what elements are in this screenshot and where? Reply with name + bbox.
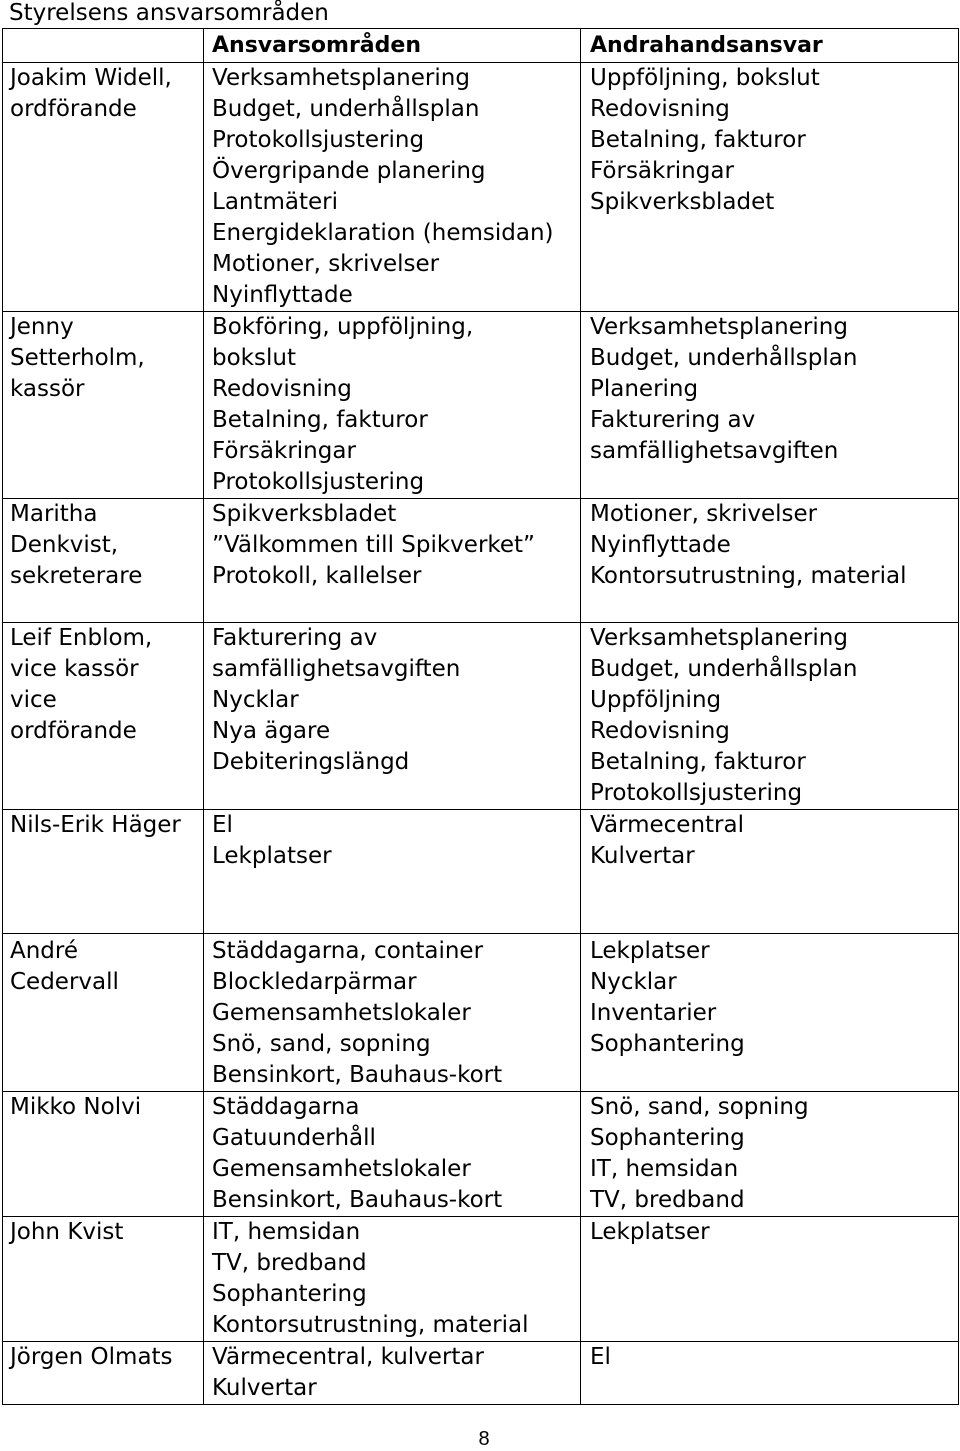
secondary-responsibility-item: Motioner, skrivelser (590, 501, 818, 527)
member-name-line: vice kassör (10, 656, 139, 682)
member-name-line: Nils-Erik Häger (10, 812, 181, 838)
primary-responsibility-item: Städdagarna (212, 1094, 360, 1120)
member-name-line: Leif Enblom, (10, 625, 153, 651)
primary-responsibility-item: IT, hemsidan (212, 1219, 361, 1245)
member-name-line: Maritha (10, 501, 98, 527)
secondary-responsibility-item: Försäkringar (590, 158, 734, 184)
header-member-cell (3, 29, 204, 63)
member-cell (3, 1342, 204, 1405)
secondary-responsibilities-cell (581, 1092, 959, 1217)
secondary-responsibilities-cell (581, 499, 959, 623)
primary-responsibilities-cell (204, 934, 581, 1092)
primary-responsibility-item: Försäkringar (212, 438, 356, 464)
secondary-responsibility-item: Budget, underhållsplan (590, 656, 858, 682)
secondary-responsibility-item: Uppföljning, bokslut (590, 65, 820, 91)
primary-responsibility-item: Protokoll, kallelser (212, 563, 422, 589)
secondary-responsibility-item: Betalning, fakturor (590, 127, 806, 153)
primary-responsibility-item: Spikverksbladet (212, 501, 397, 527)
primary-responsibilities-cell (204, 1217, 581, 1342)
primary-responsibility-item: ”Välkommen till Spikverket” (212, 532, 535, 558)
secondary-responsibility-item: Sophantering (590, 1125, 745, 1151)
secondary-responsibility-item: Spikverksbladet (590, 189, 775, 215)
member-cell (3, 810, 204, 934)
header-member-label (10, 30, 203, 61)
primary-responsibilities-cell (204, 63, 581, 312)
member-cell (3, 1217, 204, 1342)
primary-responsibility-item: Lantmäteri (212, 189, 339, 215)
secondary-responsibility-item: El (590, 1344, 611, 1370)
primary-responsibility-item: Nycklar (212, 687, 299, 713)
secondary-responsibility-item: Lekplatser (590, 938, 710, 964)
member-name-line: sekreterare (10, 563, 143, 589)
header-primary-label: Ansvarsområden (212, 33, 421, 58)
member-name-line: vice (10, 687, 57, 713)
primary-responsibility-item: Bensinkort, Bauhaus-kort (212, 1062, 503, 1088)
primary-responsibility-item: Gatuunderhåll (212, 1125, 376, 1151)
board-member-row (3, 63, 959, 312)
board-member-row (3, 499, 959, 623)
board-member-row (3, 1342, 959, 1405)
primary-responsibilities-cell (204, 499, 581, 623)
table-header-row (3, 29, 959, 63)
primary-responsibility-item: Bensinkort, Bauhaus-kort (212, 1187, 503, 1213)
primary-responsibility-item: Lekplatser (212, 843, 332, 869)
secondary-responsibilities-cell (581, 63, 959, 312)
primary-responsibility-item: Motioner, skrivelser (212, 251, 440, 277)
secondary-responsibility-item: Protokollsjustering (590, 780, 803, 806)
member-cell (3, 623, 204, 810)
primary-responsibility-item: Kontorsutrustning, material (212, 1312, 529, 1338)
secondary-responsibilities-cell (581, 1217, 959, 1342)
primary-responsibility-item: Bokföring, uppföljning, (212, 314, 474, 340)
primary-responsibility-item: samfällighetsavgiften (212, 656, 461, 682)
board-member-row (3, 1092, 959, 1217)
board-member-row (3, 623, 959, 810)
board-member-row (3, 1217, 959, 1342)
secondary-responsibilities-cell (581, 934, 959, 1092)
member-name-line: Cedervall (10, 969, 119, 995)
member-cell (3, 63, 204, 312)
secondary-responsibility-item: TV, bredband (590, 1187, 745, 1213)
header-primary-cell (204, 29, 581, 63)
member-name-line: kassör (10, 376, 85, 402)
secondary-responsibility-item: Lekplatser (590, 1219, 710, 1245)
member-name-line: Jenny (10, 314, 74, 340)
primary-responsibility-item: Fakturering av (212, 625, 378, 651)
secondary-responsibility-item: Nycklar (590, 969, 677, 995)
secondary-responsibilities-cell (581, 312, 959, 499)
secondary-responsibility-item: Betalning, fakturor (590, 749, 806, 775)
primary-responsibility-item: Budget, underhållsplan (212, 96, 480, 122)
secondary-responsibility-item: Fakturering av (590, 407, 756, 433)
member-name-line: Joakim Widell, (10, 65, 172, 91)
member-cell (3, 499, 204, 623)
member-name-line: Setterholm, (10, 345, 145, 371)
secondary-responsibility-item: Uppföljning (590, 687, 722, 713)
member-name-line: André (10, 938, 79, 964)
primary-responsibility-item: Redovisning (212, 376, 352, 402)
primary-responsibility-item: bokslut (212, 345, 296, 371)
primary-responsibilities-cell (204, 810, 581, 934)
page-title: Styrelsens ansvarsområden (9, 0, 329, 26)
secondary-responsibility-item: Budget, underhållsplan (590, 345, 858, 371)
header-secondary-label: Andrahandsansvar (590, 33, 823, 58)
member-name-line: John Kvist (10, 1219, 124, 1245)
secondary-responsibility-item: Kontorsutrustning, material (590, 563, 907, 589)
primary-responsibility-item: TV, bredband (212, 1250, 367, 1276)
secondary-responsibility-item: Nyinflyttade (590, 532, 731, 558)
member-name-line: Jörgen Olmats (10, 1344, 173, 1370)
secondary-responsibility-item: Planering (590, 376, 699, 402)
primary-responsibility-item: Städdagarna, container (212, 938, 484, 964)
member-cell (3, 1092, 204, 1217)
primary-responsibility-item: Protokollsjustering (212, 127, 425, 153)
primary-responsibility-item: Sophantering (212, 1281, 367, 1307)
primary-responsibility-item: El (212, 812, 233, 838)
primary-responsibility-item: Gemensamhetslokaler (212, 1156, 471, 1182)
secondary-responsibility-item: Snö, sand, sopning (590, 1094, 809, 1120)
secondary-responsibility-item: Sophantering (590, 1031, 745, 1057)
primary-responsibility-item: Gemensamhetslokaler (212, 1000, 471, 1026)
secondary-responsibilities-cell (581, 810, 959, 934)
primary-responsibilities-cell (204, 1342, 581, 1405)
secondary-responsibility-item: Verksamhetsplanering (590, 625, 848, 651)
member-cell (3, 934, 204, 1092)
primary-responsibility-item: Energideklaration (hemsidan) (212, 220, 554, 246)
secondary-responsibilities-cell (581, 1342, 959, 1405)
secondary-responsibility-item: Värmecentral (590, 812, 744, 838)
secondary-responsibility-item: samfällighetsavgiften (590, 438, 839, 464)
primary-responsibility-item: Nyinflyttade (212, 282, 353, 308)
responsibilities-table (2, 28, 959, 1405)
primary-responsibility-item: Snö, sand, sopning (212, 1031, 431, 1057)
primary-responsibility-item: Verksamhetsplanering (212, 65, 470, 91)
header-secondary-cell (581, 29, 959, 63)
primary-responsibility-item: Övergripande planering (212, 158, 486, 184)
primary-responsibilities-cell (204, 312, 581, 499)
secondary-responsibility-item: Inventarier (590, 1000, 717, 1026)
primary-responsibility-item: Betalning, fakturor (212, 407, 428, 433)
secondary-responsibility-item: Redovisning (590, 96, 730, 122)
primary-responsibility-item: Värmecentral, kulvertar (212, 1344, 484, 1370)
secondary-responsibility-item: IT, hemsidan (590, 1156, 739, 1182)
board-member-row (3, 810, 959, 934)
member-name-line: ordförande (10, 718, 137, 744)
primary-responsibility-item: Blockledarpärmar (212, 969, 417, 995)
secondary-responsibility-item: Verksamhetsplanering (590, 314, 848, 340)
member-name-line: ordförande (10, 96, 137, 122)
primary-responsibilities-cell (204, 1092, 581, 1217)
secondary-responsibility-item: Kulvertar (590, 843, 695, 869)
secondary-responsibility-item: Redovisning (590, 718, 730, 744)
page-number: 8 (478, 1428, 490, 1450)
primary-responsibility-item: Kulvertar (212, 1375, 317, 1401)
member-name-line: Mikko Nolvi (10, 1094, 142, 1120)
board-member-row (3, 934, 959, 1092)
primary-responsibilities-cell (204, 623, 581, 810)
secondary-responsibilities-cell (581, 623, 959, 810)
member-name-line: Denkvist, (10, 532, 119, 558)
board-member-row (3, 312, 959, 499)
member-cell (3, 312, 204, 499)
primary-responsibility-item: Nya ägare (212, 718, 331, 744)
primary-responsibility-item: Protokollsjustering (212, 469, 425, 495)
primary-responsibility-item: Debiteringslängd (212, 749, 410, 775)
